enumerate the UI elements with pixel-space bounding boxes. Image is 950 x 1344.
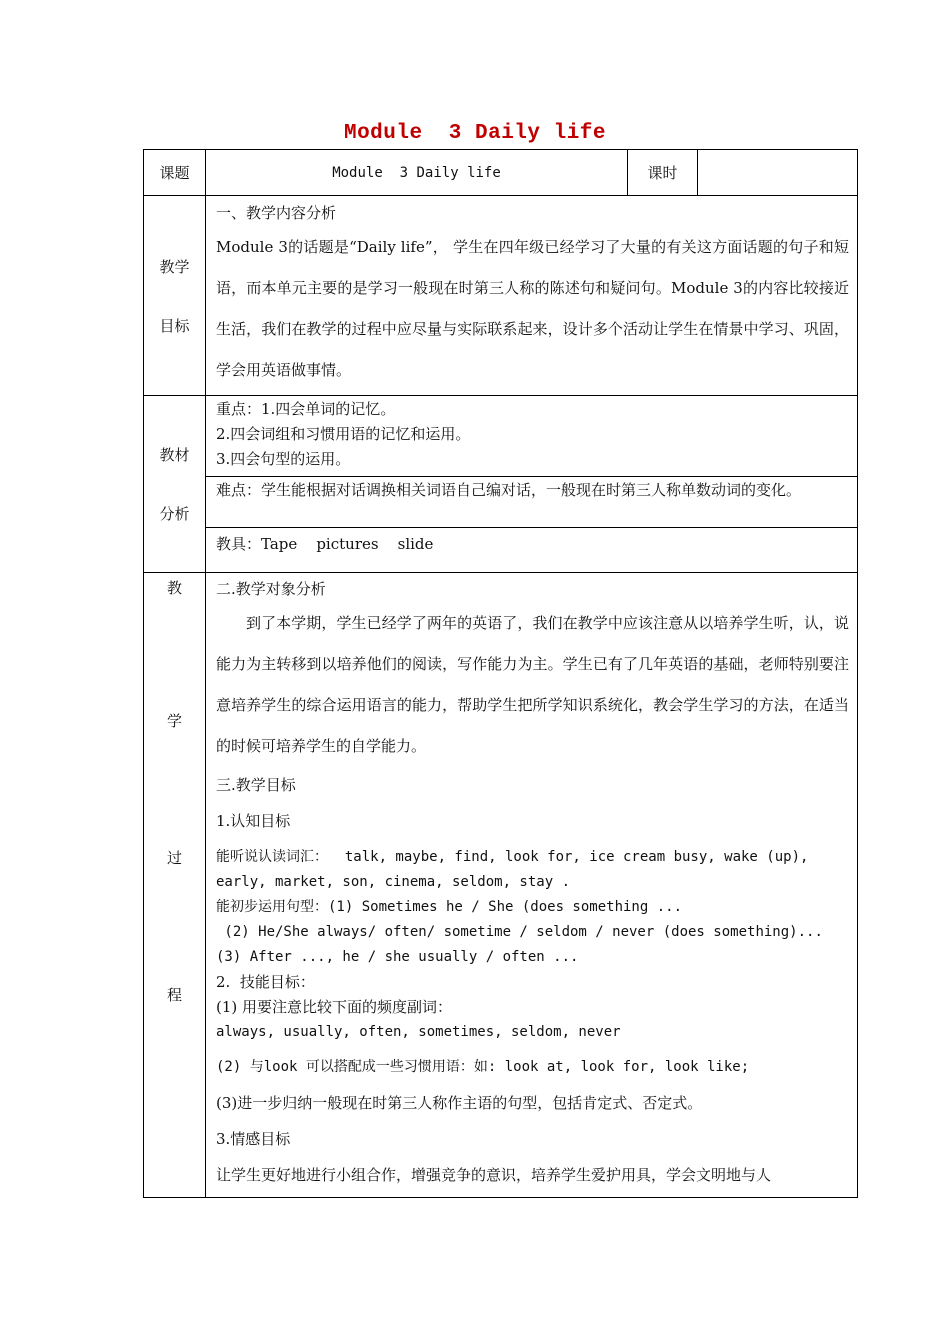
skill-1: (1) 用要注意比较下面的频度副词： <box>216 998 453 1016</box>
process-content <box>206 573 858 1198</box>
skill-3: (3)进一步归纳一般现在时第三人称作主语的句型，包括肯定式、否定式。 <box>216 1094 703 1112</box>
period-value <box>698 150 858 196</box>
goal-heading: 一、教学内容分析 <box>216 204 337 222</box>
material-difficulty-row <box>144 477 858 528</box>
skill-2: (2) 与look 可以搭配成一些习惯用语：如: look at, look for, look like; <box>216 1059 750 1075</box>
process-row <box>144 573 858 1198</box>
emotion-heading: 3.情感目标 <box>216 1130 291 1148</box>
material-difficulty <box>206 477 858 528</box>
pattern-line-3: (3) After ..., he / she usually / often ... <box>216 949 579 965</box>
emotion-text: 让学生更好地进行小组合作，增强竞争的意识，培养学生爱护用具，学会文明地与人 <box>216 1166 772 1184</box>
section3-heading: 三.教学目标 <box>216 776 296 794</box>
material-label-line1: 教材 <box>159 446 190 464</box>
cognitive-heading: 1.认知目标 <box>216 812 291 830</box>
pattern-line-1: 能初步运用句型：(1) Sometimes he / She (does something ... <box>216 899 683 915</box>
goal-label-line1: 教学 <box>159 257 190 276</box>
material-keypoints-row <box>144 396 858 477</box>
process-label-char-1: 教 <box>166 579 182 597</box>
key-point-1: 重点：1.四会单词的记忆。 <box>216 400 396 418</box>
goal-content <box>206 196 858 396</box>
difficulty-text: 难点：学生能根据对话调换相关词语自己编对话，一般现在时第三人称单数动词的变化。 <box>216 481 802 499</box>
document-title: Module 3 Daily life <box>343 122 607 145</box>
goal-label-line2: 目标 <box>159 316 190 335</box>
goal-label <box>144 196 206 396</box>
section2-text: 到了本学期，学生已经学了两年的英语了，我们在教学中应该注意从以培养学生听，认，说能力为主转移到以培养他们的阅读，写作能力为主。学生已有了几年英语的基础，老师特别要注意培养学生的综合运用语言的能力，帮助学生把所学知识系统化，教会学生学习的方法，在适当的时候可培养学生的自学能力。 <box>216 614 849 755</box>
process-label-char-3: 过 <box>166 849 182 867</box>
material-tools <box>206 528 858 573</box>
key-point-2: 2.四会词组和习惯用语的记忆和运用。 <box>216 425 471 443</box>
material-label-line2: 分析 <box>159 505 190 523</box>
goal-text: Module 3的话题是“Daily life”， 学生在四年级已经学习了大量的有关这方面话题的句子和短语，而本单元主要的是学习一般现在时第三人称的陈述句和疑问句。Module 3的内容比较接近生活，我们在教学的过程中应尽量与实际联系起来，设计多个活动让学生在情景中学习、巩固，学会用英语做事情。 <box>216 238 849 379</box>
process-label-char-4: 程 <box>166 986 182 1004</box>
subject-value: Module 3 Daily life <box>206 150 628 196</box>
goal-row <box>144 196 858 396</box>
pattern-line-2: (2) He/She always/ often/ sometime / seldom / never (does something)... <box>216 924 823 940</box>
key-point-3: 3.四会句型的运用。 <box>216 450 351 468</box>
tools-text: 教具：Tape pictures slide <box>216 535 434 553</box>
period-label: 课时 <box>628 150 698 196</box>
section2-heading: 二.教学对象分析 <box>216 580 326 598</box>
skill-1-words: always, usually, often, sometimes, seldom, never <box>216 1024 621 1040</box>
header-row <box>144 150 858 196</box>
vocab-line-2: early, market, son, cinema, seldom, stay . <box>216 874 571 890</box>
material-tools-row <box>144 528 858 573</box>
process-label-char-2: 学 <box>166 712 182 730</box>
lesson-plan-table <box>143 149 858 1198</box>
subject-label: 课题 <box>144 150 206 196</box>
process-label <box>144 573 206 1198</box>
vocab-line-1: 能听说认读词汇： talk, maybe, find, look for, ice cream busy, wake (up), <box>216 849 809 865</box>
material-keypoints <box>206 396 858 477</box>
material-label <box>144 396 206 573</box>
skill-heading: 2. 技能目标： <box>216 973 315 991</box>
